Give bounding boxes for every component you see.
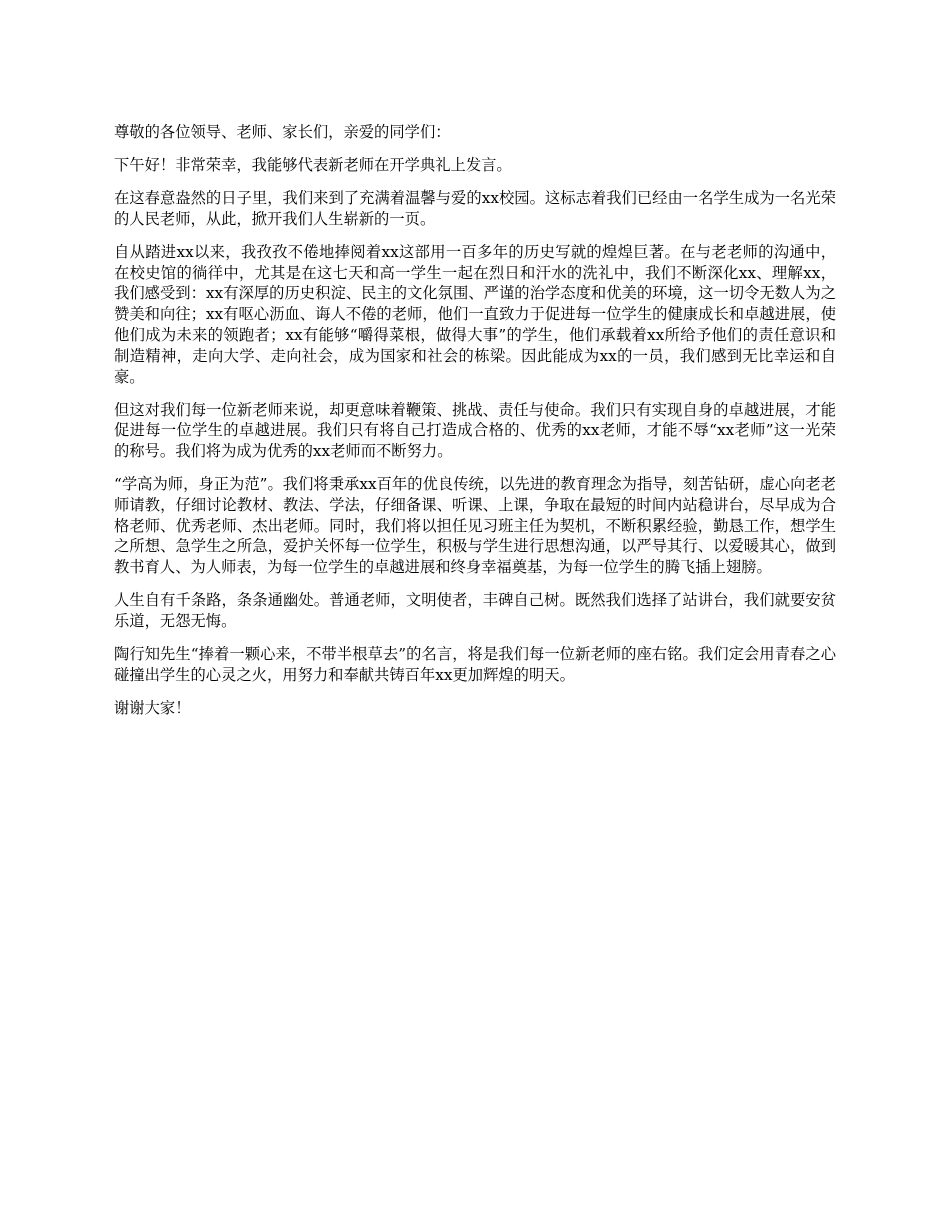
- paragraph-campus: 在这春意盎然的日子里，我们来到了充满着温馨与爱的xx校园。这标志着我们已经由一名学生成为一名光荣的人民老师，从此，掀开我们人生崭新的一页。: [114, 188, 836, 228]
- salutation: 尊敬的各位领导、老师、家长们，亲爱的同学们：: [114, 123, 451, 141]
- paragraph-life-path: 人生自有千条路，条条通幽处。普通老师，文明使者，丰碑自己树。既然我们选择了站讲台，我们就要安贫乐道，无怨无悔。: [114, 591, 836, 631]
- greeting-paragraph: 下午好！非常荣幸，我能够代表新老师在开学典礼上发言。: [114, 155, 512, 174]
- paragraph-motto: 陶行知先生“捧着一颗心来，不带半根草去”的名言，将是我们每一位新老师的座右铭。我们定会用青春之心碰撞出学生的心灵之火，用努力和奉献共铸百年xx更加辉煌的明天。: [114, 645, 836, 684]
- document-body: [114, 122, 836, 731]
- closing-thanks: 谢谢大家！: [114, 698, 191, 717]
- paragraph-commitment: “学高为师，身正为范”。我们将秉承xx百年的优良传统，以先进的教育理念为指导，刻苦钻研，虚心向老老师请教，仔细讨论教材、教法、学法，仔细备课、听课、上课，争取在最短的时间内站稳讲台，尽早成为合格老师、优秀老师、杰出老师。同时，我们将以担任见习班主任为契机，不断积累经验，勤恳工作，想学生之所想、急学生之所急，爱护关怀每一位学生，积极与学生进行思想沟通，以严导其行、以爱暖其心，做到教书育人、为人师表，为每一位学生的卓越进展和终身幸福奠基，为每一位学生的腾飞插上翅膀。: [114, 475, 836, 577]
- paragraph-history: 自从踏进xx以来，我孜孜不倦地捧阅着xx这部用一百多年的历史写就的煌煌巨著。在与老老师的沟通中，在校史馆的徜徉中，尤其是在这七天和高一学生一起在烈日和汗水的洗礼中，我们不断深化xx、理解xx，我们感受到：xx有深厚的历史积淀、民主的文化氛围、严谨的治学态度和优美的环境，这一切令无数人为之赞美和向往；xx有呕心沥血、诲人不倦的老师，他们一直致力于促进每一位学生的健康成长和卓越进展，使他们成为未来的领跑者；xx有能够“嚼得菜根，做得大事”的学生，他们承载着xx所给予他们的责任意识和制造精神，走向大学、走向社会，成为国家和社会的栋梁。因此能成为xx的一员，我们感到无比幸运和自豪。: [114, 242, 836, 386]
- paragraph-mission: 但这对我们每一位新老师来说，却更意味着鞭策、挑战、责任与使命。我们只有实现自身的卓越进展，才能促进每一位学生的卓越进展。我们只有将自己打造成合格的、优秀的xx老师，才能不辱“xx老师”这一光荣的称号。我们将为成为优秀的xx老师而不断努力。: [114, 400, 836, 461]
